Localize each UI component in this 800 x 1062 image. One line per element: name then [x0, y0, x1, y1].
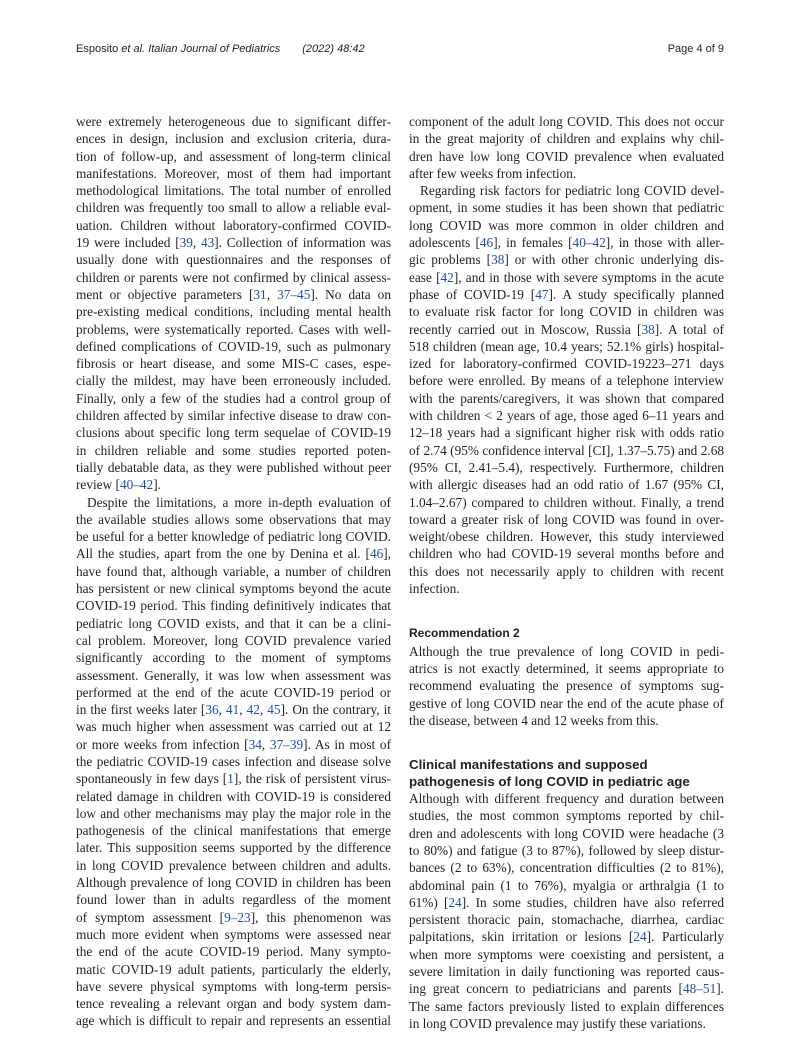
left-column	[76, 113, 391, 1030]
text-line: be useful for a better knowledge of pediatric long COVID.	[76, 529, 391, 545]
text-line: have severe physical symptoms with long-term persis-	[76, 978, 391, 994]
text-line: performed at the end of the acute COVID-19 period or	[76, 684, 391, 700]
reference-link[interactable]: 48–51	[682, 981, 717, 997]
text-line: fibrosis or heart disease, and some MIS-C cases, espe-	[76, 356, 391, 372]
text-line: Although the true prevalence of long COVID in pedi-	[409, 643, 724, 659]
text-line: children affected by similar infective disease to draw con-	[76, 408, 391, 424]
text-line: 12–18 years had a significant higher risk with odds ratio	[409, 425, 724, 441]
text-line: bances (2 to 63%), concentration difficulties (2 to 81%),	[409, 860, 724, 876]
text-line: clusions about specific long term sequelae of COVID-19	[76, 425, 391, 441]
text-line: after few weeks from infection.	[409, 165, 577, 181]
text-line: opment, in some studies it has been shown that pediatric	[409, 200, 724, 216]
text-line: in children reliable and some studies reported poten-	[76, 442, 391, 458]
text-line: Although prevalence of long COVID in children has been	[76, 875, 391, 891]
text-line: review [40–42].	[76, 477, 161, 493]
reference-link[interactable]: 34	[248, 736, 262, 752]
reference-link[interactable]: 40–42	[572, 235, 606, 251]
reference-link[interactable]: 9–23	[224, 909, 251, 925]
text-line: ized for laboratory-confirmed COVID-19223–271 days	[409, 356, 724, 372]
text-line: in the first weeks later [36, 41, 42, 45]. On the contrary, it	[76, 702, 391, 718]
reference-link[interactable]: 42	[246, 702, 260, 718]
spacer	[409, 597, 724, 625]
text-line: ing great concern to pediatricians and parents [48–51].	[409, 981, 724, 997]
reference-link[interactable]: 37–39	[269, 736, 304, 752]
reference-link[interactable]: 36	[205, 702, 219, 718]
text-line: matic COVID-19 adult patients, particularly the elderly,	[76, 961, 391, 977]
text-line: with allergic diseases had an odd ratio of 1.67 (95% CI,	[409, 477, 724, 493]
text-line: phase of COVID-19 [47]. A study specifically planned	[409, 286, 724, 302]
text-line: cal problem. Moreover, long COVID prevalence varied	[76, 632, 391, 648]
text-line: of symptom assessment [9–23], this phenomenon was	[76, 909, 391, 925]
text-line: usually done with questionnaires and the responses of	[76, 252, 391, 268]
text-line: were extremely heterogeneous due to significant differ-	[76, 114, 391, 129]
text-line: before were enrolled. By means of a telephone interview	[409, 373, 724, 389]
text-line: dren have low long COVID prevalence when evaluated	[409, 148, 724, 164]
reference-link[interactable]: 42	[440, 269, 454, 285]
text-line: the available studies allows some observations that may	[76, 511, 391, 527]
reference-link[interactable]: 45	[267, 702, 281, 718]
text-line: problems, were systematically reported. Cases with well-	[76, 321, 391, 337]
reference-link[interactable]: 38	[491, 252, 505, 268]
reference-link[interactable]: 41	[225, 702, 240, 718]
text-line: children was frequently too small to allow a reliable eval-	[76, 200, 391, 216]
text-line: children or parents were not confirmed by clinical assess-	[76, 269, 391, 285]
text-line: The same factors previously listed to explain differences	[409, 998, 724, 1014]
text-line: tion of follow-up, and assessment of long-term clinical	[76, 148, 391, 164]
text-line: much more evident when symptoms were assessed near	[76, 926, 391, 942]
text-line: 518 children (mean age, 10.4 years; 52.1% girls) hospital-	[409, 338, 724, 354]
reference-link[interactable]: 24	[448, 894, 462, 910]
text-line: severe limitation in daily functioning was reported caus-	[409, 964, 724, 980]
text-line: tially debatable data, as they were published without peer	[76, 459, 391, 475]
text-line: toward a greater risk of long COVID was found in over-	[409, 511, 724, 527]
text-line: the end of the acute COVID-19 period. Many sympto-	[76, 944, 391, 960]
text-line: in the great majority of children and explains why chil-	[409, 131, 724, 147]
header-year-volume: (2022) 48:42	[302, 43, 365, 55]
text-line: gic problems [38] or with other chronic underlying dis-	[409, 252, 724, 268]
text-line: Although with different frequency and duration between	[409, 791, 724, 807]
text-line: gestive of long COVID near the end of the acute phase of	[409, 695, 724, 711]
text-line: palpitations, skin irritation or lesions [24]. Particularly	[409, 929, 724, 945]
reference-link[interactable]: 46	[369, 546, 384, 562]
text-line: low and other mechanisms may play the major role in the	[76, 805, 391, 821]
spacer	[409, 729, 724, 756]
text-line: tence revealing a relevant organ and body system dam-	[76, 996, 391, 1012]
text-line: persistent thoracic pain, stomachache, diarrhea, cardiac	[409, 912, 724, 928]
text-line: recommend evaluating the presence of symptoms sug-	[409, 678, 724, 694]
text-line: spontaneously in few days [1], the risk of persistent virus-	[76, 771, 391, 787]
text-line: uation. Children without laboratory-confirmed COVID-	[76, 217, 391, 233]
reference-link[interactable]: 38	[641, 321, 655, 337]
reference-link[interactable]: 47	[535, 286, 549, 302]
text-line: methodological limitations. The total number of enrolled	[76, 183, 391, 199]
text-line: All the studies, apart from the one by Denina et al. [46],	[76, 546, 391, 562]
text-line: studies, the most common symptoms reported by chil-	[409, 808, 724, 824]
recommendation-heading: Recommendation 2	[409, 626, 520, 641]
text-line: abdominal pain (1 to 76%), myalgia or arthralgia (1 to	[409, 877, 724, 893]
text-line: component of the adult long COVID. This does not occur	[409, 114, 724, 129]
text-line: ences in design, inclusion and exclusion criteria, dura-	[76, 131, 391, 147]
right-column	[409, 113, 724, 1032]
section-heading: pathogenesis of long COVID in pediatric age	[409, 774, 690, 790]
text-line: Despite the limitations, a more in-depth evaluation of	[87, 494, 391, 510]
text-line: or more weeks from infection [34, 37–39]. As in most of	[76, 736, 391, 752]
header-etal: et al.	[121, 43, 146, 55]
text-line: recently carried out in Moscow, Russia [38]. A total of	[409, 321, 724, 337]
text-line: weight/obese children. However, this study interviewed	[409, 529, 724, 545]
running-header	[76, 41, 724, 59]
text-line: dren and adolescents with long COVID were headache (3	[409, 825, 724, 841]
text-line: when more symptoms were coexisting and persistent, a	[409, 946, 724, 962]
text-line: cially the mildest, may have been erroneously included.	[76, 373, 391, 389]
text-line: significantly according to the moment of symptoms	[76, 650, 391, 666]
text-line: COVID-19 period. This finding definitively indicates that	[76, 598, 391, 614]
section-heading: Clinical manifestations and supposed	[409, 757, 648, 773]
text-line: to evaluate risk factor for long COVID in children was	[409, 304, 724, 320]
text-line: ease [42], and in those with severe symptoms in the acute	[409, 269, 724, 285]
text-line: with children < 2 years of age, those aged 6–11 years and	[409, 408, 724, 424]
text-line: later. This supposition seems supported by the difference	[76, 840, 391, 856]
text-line: assessment. Generally, it was low when assessment was	[76, 667, 391, 683]
text-line: have found that, although variable, a number of children	[76, 563, 391, 579]
text-line: the disease, between 4 and 12 weeks from this.	[409, 712, 659, 728]
text-line: ment or objective parameters [31, 37–45]. No data on	[76, 286, 391, 302]
reference-link[interactable]: 31	[253, 286, 267, 302]
header-journal: Italian Journal of Pediatrics	[148, 43, 281, 55]
text-line: was much higher when assessment was carried out at 12	[76, 719, 391, 735]
header-page-number: Page 4 of 9	[667, 43, 724, 55]
reference-link[interactable]: 37–45	[277, 286, 311, 302]
text-line: of 2.74 (95% confidence interval [CI], 1.37–5.75) and 2.68	[409, 442, 724, 458]
text-line: in long COVID prevalence may justify these variations.	[409, 1015, 706, 1031]
text-line: this does not necessarily apply to children with recent	[409, 563, 724, 579]
text-line: manifestations. Moreover, most of them had important	[76, 165, 391, 181]
text-line: (95% CI, 2.41–5.4), respectively. Furthermore, children	[409, 459, 724, 475]
text-line: Finally, only a few of the studies had a control group of	[76, 390, 391, 406]
text-line: Regarding risk factors for pediatric long COVID devel-	[420, 183, 724, 199]
text-line: infection.	[409, 581, 460, 597]
text-line: with the parents/caregivers, it was shown that compared	[409, 390, 724, 406]
reference-link[interactable]: 24	[633, 929, 647, 945]
reference-link[interactable]: 1	[227, 771, 234, 787]
text-line: found lower than in adults regardless of the moment	[76, 892, 391, 908]
text-line: adolescents [46], in females [40–42], in those with aller-	[409, 235, 724, 251]
text-line: in long COVID prevalence between children and adults.	[76, 857, 391, 873]
reference-link[interactable]: 39	[179, 235, 193, 251]
header-citation	[76, 43, 365, 55]
text-line: the pediatric COVID-19 cases infection and disease solve	[76, 753, 391, 769]
text-line: pediatric long COVID exists, and that it can be a clini-	[76, 615, 391, 631]
text-line: defined complications of COVID-19, such as pulmonary	[76, 338, 391, 354]
text-line: pathogenesis of the clinical manifestations that emerge	[76, 823, 391, 839]
text-line: long COVID was more common in older children and	[409, 217, 724, 233]
reference-link[interactable]: 40–42	[119, 477, 154, 493]
text-line: 1.04–2.67) compared to children without. Finally, a trend	[409, 494, 724, 510]
reference-link[interactable]: 46	[479, 235, 494, 251]
text-line: to 80%) and fatigue (3 to 87%), followed by sleep distur-	[409, 842, 724, 858]
text-line: atrics is not exactly determined, it seems appropriate to	[409, 660, 724, 676]
text-line: related damage in children with COVID-19 is considered	[76, 788, 391, 804]
header-authors: Esposito	[76, 43, 119, 55]
text-line: 19 were included [39, 43]. Collection of information was	[76, 235, 391, 251]
text-line: pre-existing medical conditions, including mental health	[76, 304, 391, 320]
text-line: children who had COVID-19 several months before and	[409, 546, 724, 562]
text-line: age which is difficult to repair and represents an essential	[76, 1013, 391, 1029]
reference-link[interactable]: 43	[201, 235, 215, 251]
text-line: 61%) [24]. In some studies, children have also referred	[409, 894, 724, 910]
text-line: has persistent or new clinical symptoms beyond the acute	[76, 581, 391, 597]
